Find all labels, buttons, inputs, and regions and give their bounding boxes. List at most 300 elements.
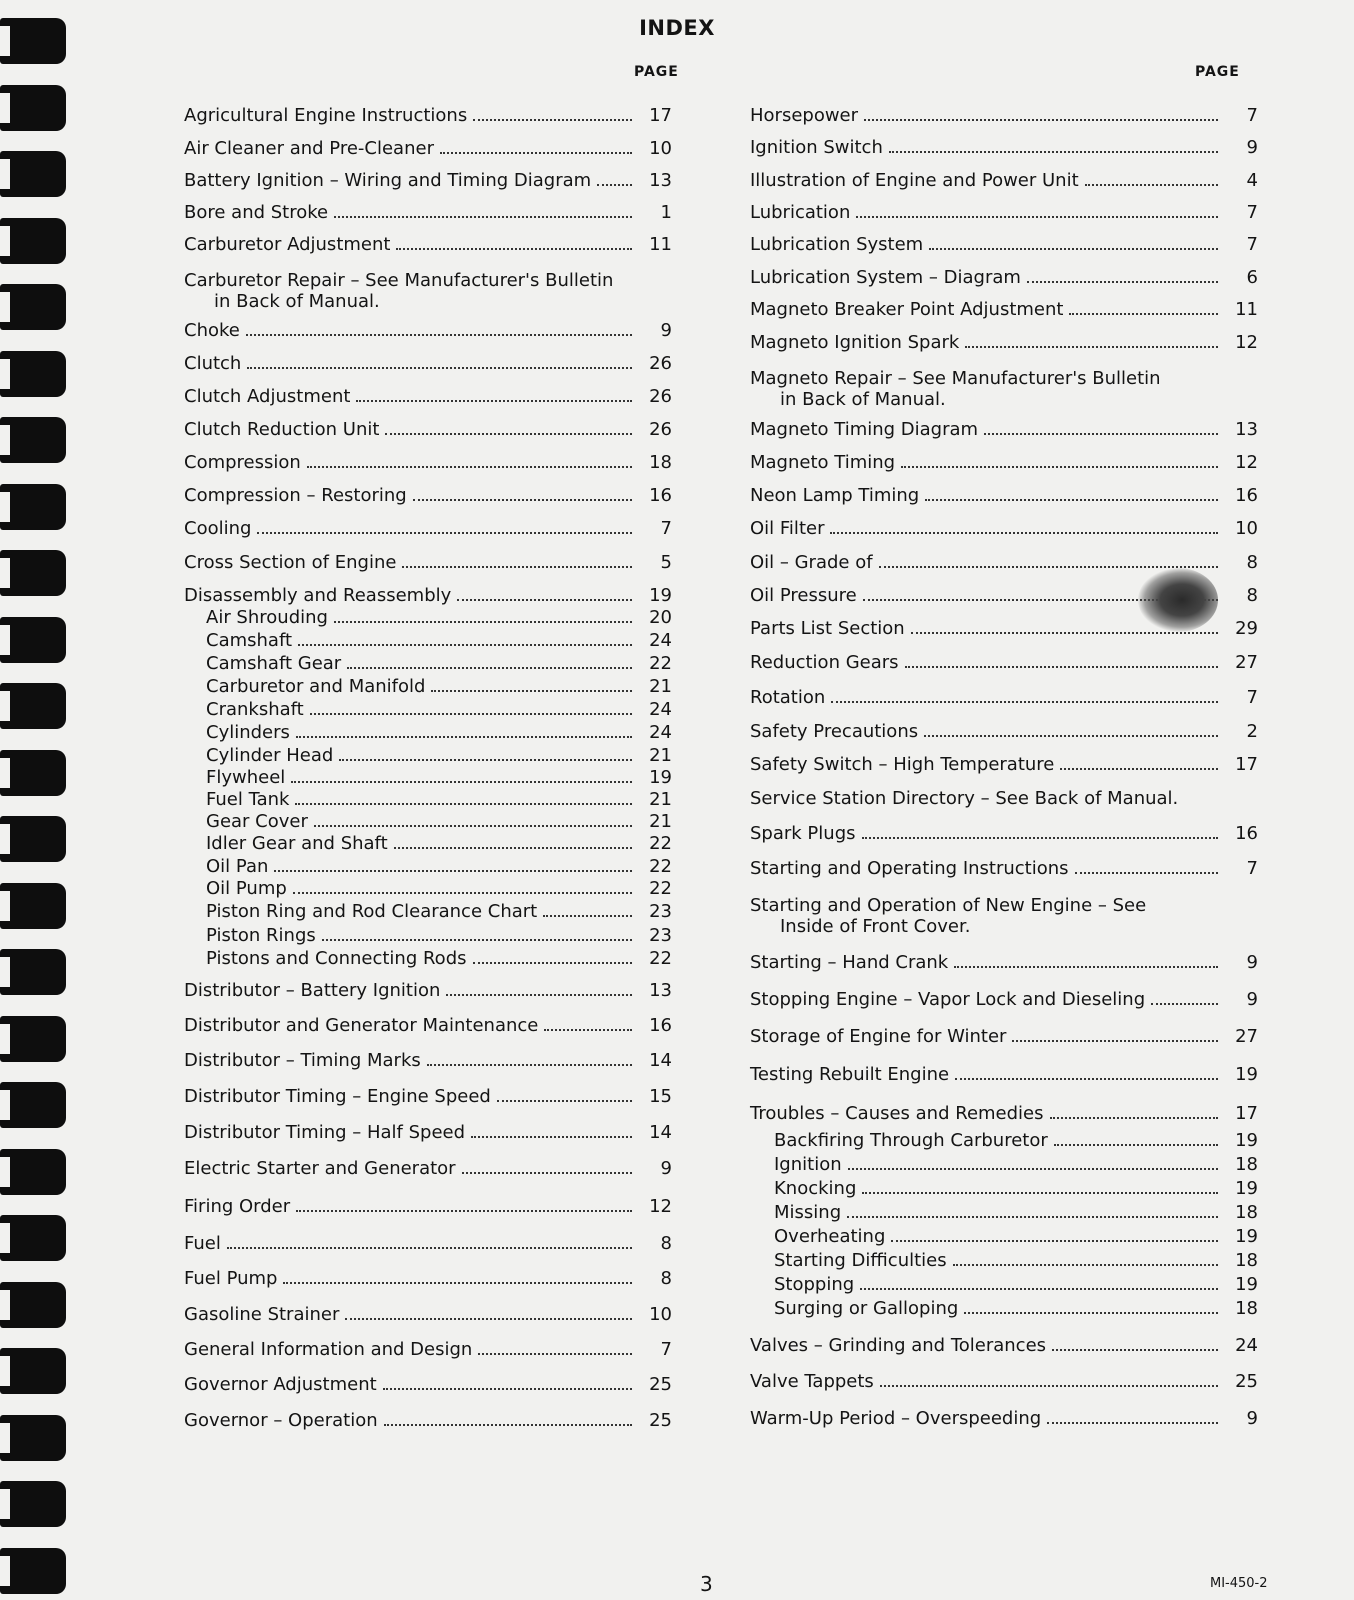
- leader-dots: [880, 1385, 1218, 1387]
- entry-page-number: 21: [649, 811, 672, 832]
- index-subentry: [774, 1226, 1258, 1248]
- leader-dots: [984, 433, 1218, 435]
- entry-page-number: 27: [1235, 1026, 1258, 1047]
- entry-label: Cylinder Head: [206, 745, 334, 766]
- binding-ring: [0, 1149, 66, 1195]
- index-entry: [184, 518, 672, 540]
- entry-label: Oil Pressure: [750, 585, 857, 606]
- index-subentry: [774, 1298, 1258, 1320]
- entry-page-number: 16: [649, 485, 672, 506]
- entry-label: Carburetor Repair – See Manufacturer's Bulletin: [184, 270, 614, 291]
- leader-dots: [1085, 184, 1218, 186]
- index-subentry: [206, 653, 672, 675]
- leader-dots: [1050, 1117, 1218, 1119]
- leader-dots: [1151, 1003, 1218, 1005]
- entry-label: Flywheel: [206, 767, 286, 788]
- leader-dots: [544, 1029, 632, 1031]
- entry-label: Bore and Stroke: [184, 202, 329, 223]
- index-entry: [750, 1408, 1258, 1430]
- index-entry: [750, 823, 1258, 845]
- index-entry: [750, 1335, 1258, 1357]
- page-column-header-right: PAGE: [1195, 64, 1240, 80]
- entry-page-number: 19: [1235, 1064, 1258, 1085]
- binding-ring: [0, 1481, 66, 1527]
- entry-label: Clutch Reduction Unit: [184, 419, 380, 440]
- leader-dots: [334, 216, 632, 218]
- leader-dots: [831, 701, 1218, 703]
- leader-dots: [298, 644, 632, 646]
- index-entry: [184, 452, 672, 474]
- leader-dots: [862, 837, 1219, 839]
- entry-label: Distributor – Battery Ignition: [184, 980, 441, 1001]
- leader-dots: [473, 962, 633, 964]
- entry-page-number: 16: [1235, 823, 1258, 844]
- entry-page-number: 11: [1235, 299, 1258, 320]
- entry-page-number: 24: [649, 699, 672, 720]
- entry-page-number: 12: [649, 1196, 672, 1217]
- index-entry: [184, 1158, 672, 1180]
- entry-page-number: 12: [1235, 332, 1258, 353]
- entry-page-number: 9: [1246, 137, 1258, 158]
- entry-label: Overheating: [774, 1226, 886, 1247]
- entry-page-number: 26: [649, 386, 672, 407]
- entry-page-number: 17: [1235, 754, 1258, 775]
- entry-label: Air Cleaner and Pre-Cleaner: [184, 138, 434, 159]
- entry-label: Safety Precautions: [750, 721, 919, 742]
- leader-dots: [478, 1353, 632, 1355]
- entry-label: Knocking: [774, 1178, 857, 1199]
- index-entry: [184, 386, 672, 408]
- leader-dots: [283, 1282, 632, 1284]
- index-entry: [184, 1304, 672, 1326]
- index-entry: [750, 518, 1258, 540]
- entry-label-continuation: Inside of Front Cover.: [780, 916, 971, 937]
- leader-dots: [473, 119, 632, 121]
- entry-label-continuation: in Back of Manual.: [214, 291, 380, 312]
- entry-page-number: 18: [1235, 1154, 1258, 1175]
- entry-page-number: 22: [649, 856, 672, 877]
- entry-label: Crankshaft: [206, 699, 304, 720]
- leader-dots: [427, 1064, 632, 1066]
- entry-page-number: 26: [649, 419, 672, 440]
- index-entry: [750, 137, 1258, 159]
- leader-dots: [856, 216, 1218, 218]
- leader-dots: [953, 1264, 1218, 1266]
- entry-page-number: 24: [1235, 1335, 1258, 1356]
- leader-dots: [891, 1240, 1218, 1242]
- index-entry: [184, 1122, 672, 1144]
- binding-ring: [0, 1016, 66, 1062]
- leader-dots: [440, 152, 632, 154]
- leader-dots: [345, 1318, 632, 1320]
- entry-label: Distributor – Timing Marks: [184, 1050, 421, 1071]
- entry-page-number: 27: [1235, 652, 1258, 673]
- spiral-binding: [0, 0, 74, 1600]
- index-entry: [750, 1103, 1258, 1125]
- entry-page-number: 19: [1235, 1274, 1258, 1295]
- entry-page-number: 25: [1235, 1371, 1258, 1392]
- index-entry: [750, 721, 1258, 743]
- index-entry: [184, 1339, 672, 1361]
- entry-label: Idler Gear and Shaft: [206, 833, 388, 854]
- entry-page-number: 9: [660, 1158, 672, 1179]
- entry-page-number: 7: [1246, 234, 1258, 255]
- index-subentry: [206, 878, 672, 900]
- entry-page-number: 22: [649, 833, 672, 854]
- entry-label: Valves – Grinding and Tolerances: [750, 1335, 1047, 1356]
- index-subentry: [206, 789, 672, 811]
- entry-page-number: 10: [649, 138, 672, 159]
- entry-label: Starting and Operation of New Engine – See: [750, 895, 1147, 916]
- binding-ring: [0, 417, 66, 463]
- entry-label: Magneto Timing: [750, 452, 896, 473]
- binding-ring: [0, 284, 66, 330]
- leader-dots: [310, 713, 632, 715]
- index-entry: [184, 585, 672, 607]
- index-entry: [184, 170, 672, 192]
- binding-ring: [0, 1348, 66, 1394]
- index-entry: [184, 552, 672, 574]
- entry-label: Lubrication System – Diagram: [750, 267, 1021, 288]
- leader-dots: [457, 599, 632, 601]
- index-entry: [750, 1026, 1258, 1048]
- index-subentry: [206, 722, 672, 744]
- entry-page-number: 7: [660, 1339, 672, 1360]
- entry-page-number: 21: [649, 745, 672, 766]
- index-entry: [184, 270, 613, 312]
- index-subentry: [774, 1274, 1258, 1296]
- leader-dots: [293, 892, 632, 894]
- entry-label: Distributor Timing – Half Speed: [184, 1122, 466, 1143]
- entry-page-number: 12: [1235, 452, 1258, 473]
- entry-page-number: 16: [1235, 485, 1258, 506]
- leader-dots: [295, 803, 632, 805]
- binding-ring: [0, 1215, 66, 1261]
- entry-label: Reduction Gears: [750, 652, 899, 673]
- index-entry: [750, 452, 1258, 474]
- entry-page-number: 5: [660, 552, 672, 573]
- entry-label: Missing: [774, 1202, 842, 1223]
- entry-label: Horsepower: [750, 105, 859, 126]
- entry-page-number: 25: [649, 1374, 672, 1395]
- binding-ring: [0, 151, 66, 197]
- index-subentry: [206, 630, 672, 652]
- entry-page-number: 18: [1235, 1202, 1258, 1223]
- entry-label: Fuel Tank: [206, 789, 290, 810]
- leader-dots: [1069, 313, 1218, 315]
- entry-page-number: 18: [649, 452, 672, 473]
- entry-page-number: 14: [649, 1050, 672, 1071]
- leader-dots: [274, 870, 632, 872]
- leader-dots: [864, 119, 1218, 121]
- binding-ring: [0, 550, 66, 596]
- page-title: INDEX: [639, 16, 715, 40]
- entry-label-continuation: in Back of Manual.: [780, 389, 946, 410]
- entry-label: Carburetor and Manifold: [206, 676, 426, 697]
- entry-label: Gear Cover: [206, 811, 308, 832]
- index-subentry: [206, 699, 672, 721]
- entry-label: Governor – Operation: [184, 1410, 378, 1431]
- entry-page-number: 13: [649, 170, 672, 191]
- index-entry: [184, 320, 672, 342]
- leader-dots: [879, 566, 1218, 568]
- leader-dots: [307, 466, 632, 468]
- entry-label: Stopping: [774, 1274, 855, 1295]
- entry-page-number: 9: [1246, 1408, 1258, 1429]
- entry-label: Starting and Operating Instructions: [750, 858, 1069, 879]
- entry-label: Compression – Restoring: [184, 485, 407, 506]
- entry-label: Safety Switch – High Temperature: [750, 754, 1055, 775]
- binding-ring: [0, 85, 66, 131]
- leader-dots: [860, 1288, 1218, 1290]
- index-entry: [750, 332, 1258, 354]
- binding-ring: [0, 218, 66, 264]
- index-entry: [184, 234, 672, 256]
- leader-dots: [905, 666, 1218, 668]
- entry-label: Ignition Switch: [750, 137, 883, 158]
- index-entry: [750, 170, 1258, 192]
- index-entry: [750, 485, 1258, 507]
- leader-dots: [597, 184, 632, 186]
- index-entry: [750, 652, 1258, 674]
- leader-dots: [296, 1210, 632, 1212]
- binding-ring: [0, 949, 66, 995]
- leader-dots: [396, 248, 632, 250]
- entry-page-number: 18: [1235, 1298, 1258, 1319]
- entry-label: Disassembly and Reassembly: [184, 585, 452, 606]
- leader-dots: [431, 690, 632, 692]
- leader-dots: [384, 1424, 632, 1426]
- index-entry: [184, 1268, 672, 1290]
- index-entry: [750, 368, 1161, 410]
- entry-page-number: 8: [660, 1233, 672, 1254]
- index-subentry: [206, 925, 672, 947]
- leader-dots: [1027, 281, 1218, 283]
- index-entry: [184, 419, 672, 441]
- index-entry: [750, 202, 1258, 224]
- leader-dots: [543, 915, 632, 917]
- entry-page-number: 15: [649, 1086, 672, 1107]
- entry-page-number: 9: [1246, 989, 1258, 1010]
- index-entry: [750, 1064, 1258, 1086]
- leader-dots: [339, 759, 632, 761]
- entry-page-number: 14: [649, 1122, 672, 1143]
- entry-page-number: 7: [1246, 202, 1258, 223]
- entry-page-number: 19: [649, 767, 672, 788]
- leader-dots: [1075, 872, 1218, 874]
- entry-label: Magneto Timing Diagram: [750, 419, 979, 440]
- index-subentry: [206, 833, 672, 855]
- binding-ring: [0, 883, 66, 929]
- index-entry: [750, 299, 1258, 321]
- leader-dots: [356, 400, 632, 402]
- entry-page-number: 21: [649, 789, 672, 810]
- entry-label: Pistons and Connecting Rods: [206, 948, 467, 969]
- leader-dots: [911, 632, 1218, 634]
- leader-dots: [830, 532, 1218, 534]
- leader-dots: [862, 1192, 1218, 1194]
- leader-dots: [413, 499, 632, 501]
- entry-page-number: 7: [1246, 105, 1258, 126]
- entry-label: Parts List Section: [750, 618, 905, 639]
- leader-dots: [924, 735, 1218, 737]
- entry-label: Agricultural Engine Instructions: [184, 105, 468, 126]
- leader-dots: [925, 499, 1218, 501]
- entry-page-number: 19: [1235, 1130, 1258, 1151]
- entry-page-number: 22: [649, 653, 672, 674]
- entry-label: Service Station Directory – See Back of Manual.: [750, 788, 1179, 809]
- entry-page-number: 7: [1246, 687, 1258, 708]
- entry-label: Piston Ring and Rod Clearance Chart: [206, 901, 538, 922]
- leader-dots: [964, 1312, 1218, 1314]
- entry-label: Ignition: [774, 1154, 842, 1175]
- leader-dots: [227, 1247, 632, 1249]
- entry-page-number: 17: [649, 105, 672, 126]
- leader-dots: [901, 466, 1218, 468]
- binding-ring: [0, 1082, 66, 1128]
- leader-dots: [1047, 1422, 1218, 1424]
- leader-dots: [322, 939, 632, 941]
- index-subentry: [206, 745, 672, 767]
- leader-dots: [1012, 1040, 1218, 1042]
- entry-page-number: 21: [649, 676, 672, 697]
- entry-page-number: 19: [1235, 1178, 1258, 1199]
- entry-page-number: 7: [1246, 858, 1258, 879]
- leader-dots: [394, 847, 632, 849]
- leader-dots: [497, 1100, 632, 1102]
- index-subentry: [206, 811, 672, 833]
- document-code: MI-450-2: [1210, 1576, 1268, 1591]
- index-entry: [184, 1233, 672, 1255]
- binding-ring: [0, 1282, 66, 1328]
- leader-dots: [954, 966, 1218, 968]
- leader-dots: [955, 1078, 1218, 1080]
- leader-dots: [889, 151, 1218, 153]
- entry-label: Oil Pump: [206, 878, 287, 899]
- entry-label: Testing Rebuilt Engine: [750, 1064, 950, 1085]
- entry-page-number: 29: [1235, 618, 1258, 639]
- leader-dots: [929, 248, 1218, 250]
- index-entry: [750, 267, 1258, 289]
- index-entry: [184, 138, 672, 160]
- entry-page-number: 9: [660, 320, 672, 341]
- leader-dots: [847, 1216, 1218, 1218]
- index-entry: [184, 1015, 672, 1037]
- index-entry: [184, 1086, 672, 1108]
- index-entry: [184, 353, 672, 375]
- entry-label: Starting Difficulties: [774, 1250, 947, 1271]
- index-entry: [184, 202, 672, 224]
- leader-dots: [247, 367, 632, 369]
- index-entry: [750, 1371, 1258, 1393]
- entry-page-number: 19: [1235, 1226, 1258, 1247]
- binding-ring: [0, 1415, 66, 1461]
- entry-label: Surging or Galloping: [774, 1298, 959, 1319]
- index-subentry: [206, 676, 672, 698]
- leader-dots: [462, 1172, 632, 1174]
- index-entry: [184, 1050, 672, 1072]
- entry-label: Governor Adjustment: [184, 1374, 377, 1395]
- entry-page-number: 20: [649, 607, 672, 628]
- entry-label: Oil – Grade of: [750, 552, 873, 573]
- entry-label: Air Shrouding: [206, 607, 328, 628]
- leader-dots: [383, 1388, 632, 1390]
- entry-page-number: 24: [649, 630, 672, 651]
- entry-page-number: 17: [1235, 1103, 1258, 1124]
- entry-page-number: 4: [1246, 170, 1258, 191]
- entry-label: Distributor and Generator Maintenance: [184, 1015, 539, 1036]
- entry-page-number: 18: [1235, 1250, 1258, 1271]
- entry-label: Rotation: [750, 687, 826, 708]
- entry-label: Backfiring Through Carburetor: [774, 1130, 1048, 1151]
- entry-label: Fuel Pump: [184, 1268, 278, 1289]
- index-subentry: [774, 1130, 1258, 1152]
- entry-page-number: 6: [1246, 267, 1258, 288]
- leader-dots: [296, 736, 632, 738]
- entry-page-number: 13: [1235, 419, 1258, 440]
- entry-label: Compression: [184, 452, 301, 473]
- entry-label: Magneto Breaker Point Adjustment: [750, 299, 1064, 320]
- leader-dots: [1054, 1144, 1218, 1146]
- index-entry: [750, 858, 1258, 880]
- entry-label: Clutch: [184, 353, 242, 374]
- index-subentry: [206, 901, 672, 923]
- page-column-header-left: PAGE: [634, 64, 679, 80]
- entry-label: Neon Lamp Timing: [750, 485, 920, 506]
- leader-dots: [848, 1168, 1218, 1170]
- leader-dots: [246, 334, 632, 336]
- entry-page-number: 8: [660, 1268, 672, 1289]
- index-entry: [184, 1196, 672, 1218]
- entry-page-number: 26: [649, 353, 672, 374]
- entry-label: Distributor Timing – Engine Speed: [184, 1086, 491, 1107]
- index-entry: [184, 1374, 672, 1396]
- index-entry: [750, 419, 1258, 441]
- binding-ring: [0, 816, 66, 862]
- entry-page-number: 9: [1246, 952, 1258, 973]
- index-subentry: [206, 767, 672, 789]
- entry-label: Electric Starter and Generator: [184, 1158, 456, 1179]
- leader-dots: [1052, 1349, 1218, 1351]
- entry-label: Choke: [184, 320, 240, 341]
- index-subentry: [206, 607, 672, 629]
- entry-page-number: 1: [660, 202, 672, 223]
- entry-page-number: 23: [649, 901, 672, 922]
- index-entry: [750, 989, 1258, 1011]
- index-entry: [750, 754, 1258, 776]
- leader-dots: [446, 994, 632, 996]
- leader-dots: [471, 1136, 632, 1138]
- entry-label: Cross Section of Engine: [184, 552, 397, 573]
- index-entry: [750, 788, 1258, 810]
- leader-dots: [291, 781, 632, 783]
- binding-ring: [0, 683, 66, 729]
- entry-label: Gasoline Strainer: [184, 1304, 340, 1325]
- index-subentry: [774, 1202, 1258, 1224]
- entry-label: Stopping Engine – Vapor Lock and Dieseling: [750, 989, 1146, 1010]
- entry-page-number: 16: [649, 1015, 672, 1036]
- entry-label: Carburetor Adjustment: [184, 234, 391, 255]
- leader-dots: [334, 621, 632, 623]
- index-subentry: [774, 1154, 1258, 1176]
- entry-label: Troubles – Causes and Remedies: [750, 1103, 1044, 1124]
- entry-label: Cylinders: [206, 722, 290, 743]
- index-entry: [750, 952, 1258, 974]
- leader-dots: [385, 433, 632, 435]
- index-entry: [184, 980, 672, 1002]
- index-subentry: [206, 856, 672, 878]
- entry-page-number: 24: [649, 722, 672, 743]
